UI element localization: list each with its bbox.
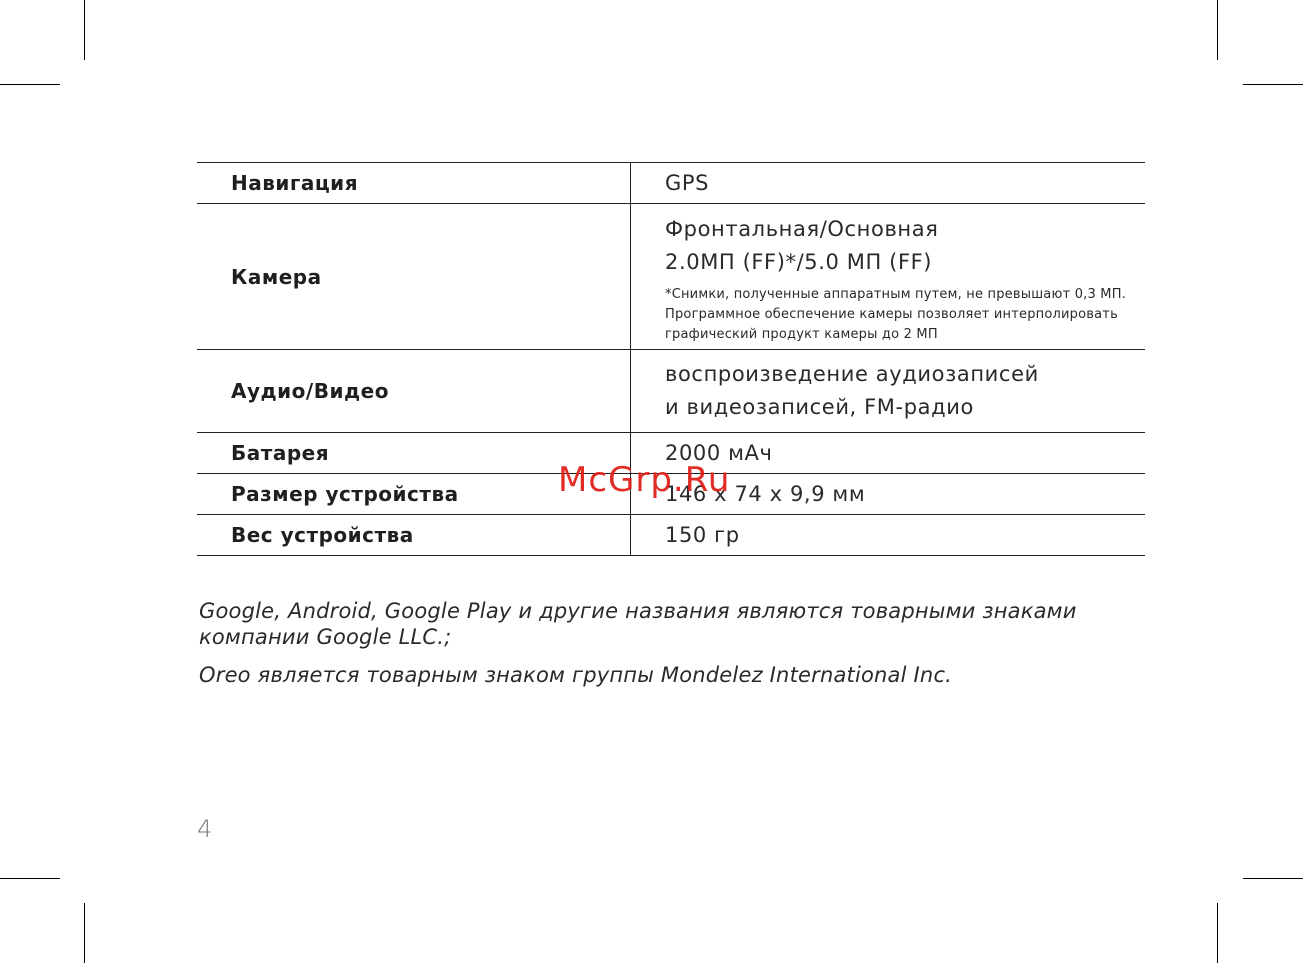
camera-footnote — [665, 285, 1145, 345]
spec-label: Навигация — [197, 163, 631, 204]
spec-value: GPS — [631, 163, 1146, 204]
spec-value: 150 гр — [631, 515, 1146, 556]
crop-mark-top-left-vertical — [84, 0, 85, 60]
spec-label: Аудио/Видео — [197, 350, 631, 433]
crop-mark-top-left-horizontal — [0, 84, 60, 85]
spec-value: 2000 мАч — [631, 433, 1146, 474]
camera-resolution-line: 2.0МП (FF)*/5.0 МП (FF) — [665, 249, 933, 274]
spec-label: Батарея — [197, 433, 631, 474]
spec-row-navigation — [197, 163, 1145, 204]
audio-video-line: воспроизведение аудиозаписей — [665, 362, 1039, 386]
spec-label: Камера — [197, 204, 631, 350]
spec-value-audio-video — [631, 350, 1146, 433]
camera-footnote-line: графический продукт камеры до 2 МП — [665, 326, 938, 342]
spec-value: 146 x 74 x 9,9 мм — [631, 474, 1146, 515]
crop-mark-bottom-right-vertical — [1217, 903, 1218, 963]
watermark: McGrp.Ru — [558, 460, 731, 500]
spec-label: Вес устройства — [197, 515, 631, 556]
spec-value-camera — [631, 204, 1146, 350]
trademark-oreo: Oreo является товарным знаком группы Mondelez International Inc. — [199, 663, 953, 687]
spec-row-audio-video — [197, 350, 1145, 433]
crop-mark-top-right-horizontal — [1243, 84, 1303, 85]
spec-row-camera — [197, 204, 1145, 350]
trademark-google: Google, Android, Google Play и другие названия являются товарными знаками компании Google LLC.; — [199, 599, 1077, 649]
crop-mark-bottom-left-horizontal — [0, 878, 60, 879]
page-number: 4 — [197, 815, 213, 843]
camera-type-line: Фронтальная/Основная — [665, 216, 939, 241]
camera-footnote-line: *Снимки, полученные аппаратным путем, не превышают 0,3 МП. — [665, 286, 1127, 302]
crop-mark-bottom-left-vertical — [84, 903, 85, 963]
camera-footnote-line: Программное обеспечение камеры позволяет интерполировать — [665, 306, 1118, 322]
crop-mark-top-right-vertical — [1217, 0, 1218, 60]
crop-mark-bottom-right-horizontal — [1243, 878, 1303, 879]
audio-video-line: и видеозаписей, FM-радио — [665, 395, 974, 419]
spec-row-weight — [197, 515, 1145, 556]
spec-label: Размер устройства — [197, 474, 631, 515]
trademark-notice — [199, 598, 1099, 700]
